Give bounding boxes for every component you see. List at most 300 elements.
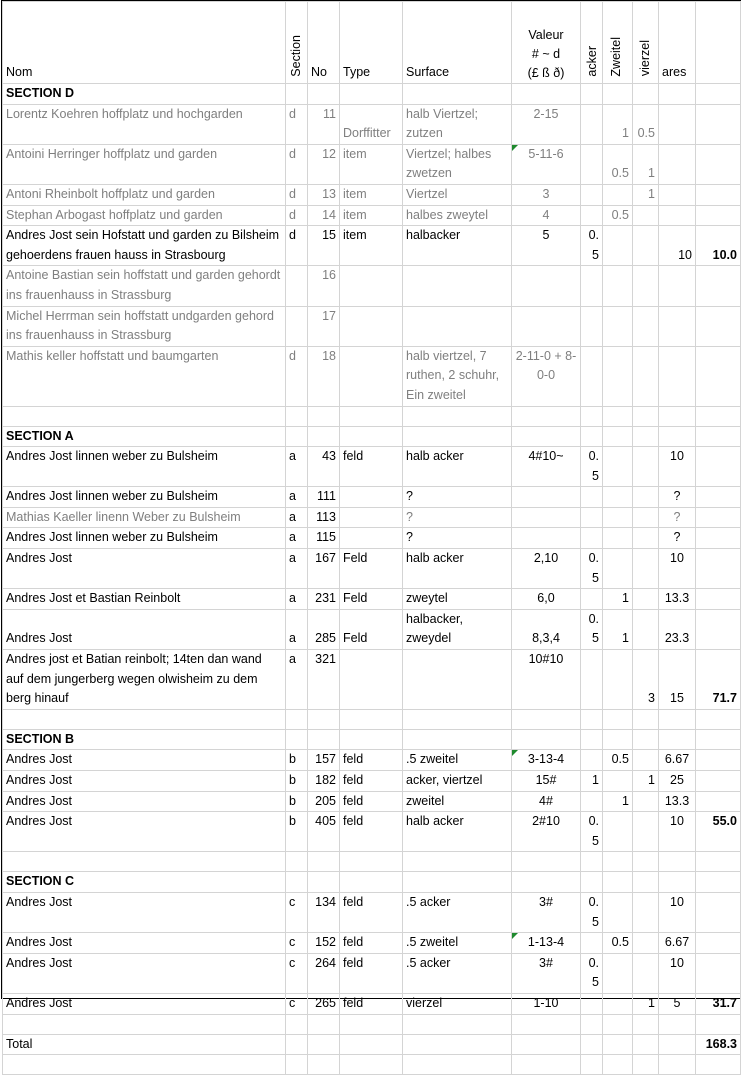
- cell-acker[interactable]: [581, 750, 603, 771]
- cell-total[interactable]: [696, 528, 741, 549]
- cell-zweitel[interactable]: [603, 487, 633, 508]
- cell-acker[interactable]: [581, 346, 603, 406]
- header-acker[interactable]: acker: [581, 2, 603, 84]
- cell-surface[interactable]: .5 acker: [403, 953, 512, 993]
- cell-valeur[interactable]: 4#10~: [512, 447, 581, 487]
- spreadsheet: [1, 0, 741, 1051]
- cell-valeur[interactable]: 3-13-4: [512, 750, 581, 771]
- cell-valeur[interactable]: 5: [512, 226, 581, 266]
- cell-ares[interactable]: [659, 144, 696, 184]
- cell-surface[interactable]: Viertzel; halbes zwetzen: [403, 144, 512, 184]
- cell-ares[interactable]: [659, 306, 696, 346]
- cell-acker[interactable]: [581, 791, 603, 812]
- cell-total[interactable]: [696, 953, 741, 993]
- cell-zweitel[interactable]: [603, 993, 633, 1014]
- cell-nom[interactable]: Michel Herrman sein hoffstatt undgarden gehord ins frauenhauss in Strassburg: [3, 306, 286, 346]
- cell-total[interactable]: [696, 487, 741, 508]
- cell-surface[interactable]: [403, 650, 512, 710]
- cell-total[interactable]: [696, 609, 741, 649]
- header-row: [3, 2, 741, 84]
- cell-surface[interactable]: ?: [403, 487, 512, 508]
- cell-nom[interactable]: Andres Jost: [3, 549, 286, 589]
- cell-total[interactable]: [696, 549, 741, 589]
- cell-zweitel[interactable]: [603, 226, 633, 266]
- cell-type[interactable]: [340, 266, 403, 306]
- cell-total[interactable]: [696, 589, 741, 610]
- cell-zweitel[interactable]: 1: [603, 609, 633, 649]
- cell-section[interactable]: a: [286, 447, 308, 487]
- cell-section[interactable]: b: [286, 812, 308, 852]
- cell-total[interactable]: [696, 771, 741, 792]
- cell-vierzel[interactable]: [633, 528, 659, 549]
- cell-no[interactable]: 111: [308, 487, 340, 508]
- cell-section[interactable]: a: [286, 589, 308, 610]
- cell-nom[interactable]: Andres Jost: [3, 771, 286, 792]
- cell-no[interactable]: 12: [308, 144, 340, 184]
- cell-surface[interactable]: vierzel: [403, 993, 512, 1014]
- cell-vierzel[interactable]: 1: [633, 771, 659, 792]
- cell-nom[interactable]: Mathis keller hoffstatt und baumgarten: [3, 346, 286, 406]
- cell-zweitel[interactable]: 0.5: [603, 933, 633, 954]
- cell-nom[interactable]: Andres Jost: [3, 609, 286, 649]
- cell-zweitel[interactable]: [603, 346, 633, 406]
- cell-ares[interactable]: 10: [659, 549, 696, 589]
- cell-no[interactable]: 17: [308, 306, 340, 346]
- cell-valeur[interactable]: 1-10: [512, 993, 581, 1014]
- empty-row: [3, 1055, 741, 1075]
- empty-row: [3, 406, 741, 426]
- header-no[interactable]: No: [308, 2, 340, 84]
- header-vierzel[interactable]: vierzel: [633, 2, 659, 84]
- cell-ares[interactable]: 10: [659, 953, 696, 993]
- cell-zweitel[interactable]: [603, 953, 633, 993]
- cell-nom[interactable]: Andres Jost linnen weber zu Bulsheim: [3, 447, 286, 487]
- cell-vierzel[interactable]: [633, 346, 659, 406]
- cell-nom[interactable]: Mathias Kaeller linenn Weber zu Bulsheim: [3, 507, 286, 528]
- cell-ares[interactable]: 10: [659, 447, 696, 487]
- cell-surface[interactable]: Viertzel: [403, 184, 512, 205]
- cell-valeur[interactable]: 15#: [512, 771, 581, 792]
- cell-acker[interactable]: [581, 104, 603, 144]
- cell-type[interactable]: feld: [340, 750, 403, 771]
- cell-vierzel[interactable]: 1: [633, 993, 659, 1014]
- cell-surface[interactable]: halb acker: [403, 549, 512, 589]
- cell-nom[interactable]: Andres Jost: [3, 953, 286, 993]
- cell-section[interactable]: c: [286, 933, 308, 954]
- cell-acker[interactable]: [581, 528, 603, 549]
- cell-type[interactable]: feld: [340, 812, 403, 852]
- cell-valeur[interactable]: 3#: [512, 892, 581, 932]
- cell-surface[interactable]: acker, viertzel: [403, 771, 512, 792]
- header-total[interactable]: [696, 2, 741, 84]
- cell-surface[interactable]: halb acker: [403, 447, 512, 487]
- cell-valeur[interactable]: 4#: [512, 791, 581, 812]
- cell-surface[interactable]: halbacker: [403, 226, 512, 266]
- cell-nom[interactable]: Andres Jost linnen weber zu Bulsheim: [3, 528, 286, 549]
- cell-ares[interactable]: [659, 346, 696, 406]
- cell-vierzel[interactable]: [633, 892, 659, 932]
- cell-no[interactable]: 405: [308, 812, 340, 852]
- cell-type[interactable]: Dorffitter: [340, 104, 403, 144]
- cell-vierzel[interactable]: [633, 609, 659, 649]
- table-row: [3, 507, 741, 528]
- cell-vierzel[interactable]: 1: [633, 144, 659, 184]
- cell-no[interactable]: 13: [308, 184, 340, 205]
- cell-no[interactable]: 16: [308, 266, 340, 306]
- cell-zweitel[interactable]: 0.5: [603, 144, 633, 184]
- cell-no[interactable]: 115: [308, 528, 340, 549]
- cell-section[interactable]: b: [286, 791, 308, 812]
- cell-zweitel[interactable]: 1: [603, 589, 633, 610]
- cell-valeur[interactable]: 2-11-0 + 8-0-0: [512, 346, 581, 406]
- cell-nom[interactable]: Andres Jost: [3, 750, 286, 771]
- cell-section[interactable]: b: [286, 771, 308, 792]
- cell-nom[interactable]: Lorentz Koehren hoffplatz und hochgarden: [3, 104, 286, 144]
- cell-valeur[interactable]: 3: [512, 184, 581, 205]
- cell-surface[interactable]: ?: [403, 507, 512, 528]
- cell-zweitel[interactable]: [603, 771, 633, 792]
- cell-vierzel[interactable]: [633, 507, 659, 528]
- cell-valeur[interactable]: [512, 528, 581, 549]
- cell-surface[interactable]: zweytel: [403, 589, 512, 610]
- cell-total[interactable]: 31.7: [696, 993, 741, 1014]
- cell-nom[interactable]: Andres Jost linnen weber zu Bulsheim: [3, 487, 286, 508]
- cell-total[interactable]: [696, 184, 741, 205]
- grand-total[interactable]: 168.3: [696, 1034, 741, 1055]
- cell-nom[interactable]: Andres Jost et Bastian Reinbolt: [3, 589, 286, 610]
- cell-type[interactable]: [340, 346, 403, 406]
- cell-zweitel[interactable]: [603, 184, 633, 205]
- cell-no[interactable]: 205: [308, 791, 340, 812]
- cell-ares[interactable]: [659, 104, 696, 144]
- cell-ares[interactable]: 10: [659, 812, 696, 852]
- cell-acker[interactable]: [581, 933, 603, 954]
- cell-no[interactable]: 134: [308, 892, 340, 932]
- cell-type[interactable]: [340, 306, 403, 346]
- table-row: [3, 104, 741, 144]
- header-nom[interactable]: Nom: [3, 2, 286, 84]
- cell-section[interactable]: a: [286, 650, 308, 710]
- cell-ares[interactable]: 6.67: [659, 933, 696, 954]
- cell-ares[interactable]: ?: [659, 507, 696, 528]
- cell-valeur[interactable]: 3#: [512, 953, 581, 993]
- cell-type[interactable]: item: [340, 205, 403, 226]
- cell-section[interactable]: c: [286, 892, 308, 932]
- cell-nom[interactable]: Antoine Bastian sein hoffstatt und garden gehordt ins frauenhauss in Strassburg: [3, 266, 286, 306]
- cell-total[interactable]: [696, 306, 741, 346]
- section-b-heading[interactable]: SECTION B: [3, 729, 286, 750]
- cell-valeur[interactable]: [512, 507, 581, 528]
- cell-total[interactable]: [696, 205, 741, 226]
- cell-no[interactable]: 14: [308, 205, 340, 226]
- cell-nom[interactable]: Andres Jost: [3, 993, 286, 1014]
- cell-surface[interactable]: .5 zweitel: [403, 750, 512, 771]
- cell-nom[interactable]: Andres Jost: [3, 892, 286, 932]
- cell-surface[interactable]: halb acker: [403, 812, 512, 852]
- cell-zweitel[interactable]: [603, 528, 633, 549]
- cell-vierzel[interactable]: [633, 266, 659, 306]
- cell-ares[interactable]: 10: [659, 892, 696, 932]
- cell-no[interactable]: 182: [308, 771, 340, 792]
- cell-acker[interactable]: 0.5: [581, 812, 603, 852]
- table-row: [3, 205, 741, 226]
- cell-section[interactable]: [286, 306, 308, 346]
- cell-ares[interactable]: 13.3: [659, 589, 696, 610]
- cell-total[interactable]: [696, 750, 741, 771]
- cell-vierzel[interactable]: [633, 812, 659, 852]
- cell-vierzel[interactable]: [633, 791, 659, 812]
- table-row: [3, 993, 741, 1014]
- cell-ares[interactable]: 13.3: [659, 791, 696, 812]
- cell-section[interactable]: a: [286, 487, 308, 508]
- cell-zweitel[interactable]: 0.5: [603, 750, 633, 771]
- cell-valeur[interactable]: 2#10: [512, 812, 581, 852]
- cell-acker[interactable]: [581, 306, 603, 346]
- cell-nom[interactable]: Andres Jost: [3, 933, 286, 954]
- cell-total[interactable]: 55.0: [696, 812, 741, 852]
- cell-section[interactable]: [286, 266, 308, 306]
- cell-total[interactable]: [696, 346, 741, 406]
- cell-total[interactable]: [696, 447, 741, 487]
- cell-type[interactable]: feld: [340, 892, 403, 932]
- cell-vierzel[interactable]: [633, 306, 659, 346]
- header-type[interactable]: Type: [340, 2, 403, 84]
- cell-type[interactable]: Feld: [340, 549, 403, 589]
- table-row: [3, 528, 741, 549]
- cell-acker[interactable]: [581, 487, 603, 508]
- cell-section[interactable]: a: [286, 507, 308, 528]
- cell-ares[interactable]: 6.67: [659, 750, 696, 771]
- cell-surface[interactable]: halbes zweytel: [403, 205, 512, 226]
- cell-valeur[interactable]: [512, 266, 581, 306]
- cell-valeur[interactable]: [512, 306, 581, 346]
- section-a-heading[interactable]: SECTION A: [3, 426, 286, 447]
- cell-type[interactable]: [340, 528, 403, 549]
- cell-ares[interactable]: ?: [659, 528, 696, 549]
- section-d-heading[interactable]: SECTION D: [3, 84, 286, 105]
- cell-valeur[interactable]: 2,10: [512, 549, 581, 589]
- cell-section[interactable]: d: [286, 226, 308, 266]
- cell-no[interactable]: 231: [308, 589, 340, 610]
- cell-nom[interactable]: Andres Jost: [3, 791, 286, 812]
- cell-acker[interactable]: [581, 589, 603, 610]
- cell-surface[interactable]: halb Viertzel; zutzen: [403, 104, 512, 144]
- cell-type[interactable]: feld: [340, 953, 403, 993]
- cell-section[interactable]: d: [286, 184, 308, 205]
- cell-type[interactable]: item: [340, 184, 403, 205]
- cell-section[interactable]: c: [286, 993, 308, 1014]
- cell-total[interactable]: [696, 892, 741, 932]
- cell-type[interactable]: item: [340, 226, 403, 266]
- cell-zweitel[interactable]: [603, 266, 633, 306]
- cell-vierzel[interactable]: [633, 447, 659, 487]
- cell-valeur[interactable]: 1-13-4: [512, 933, 581, 954]
- section-c-heading[interactable]: SECTION C: [3, 872, 286, 893]
- cell-acker[interactable]: 0.5: [581, 609, 603, 649]
- cell-acker[interactable]: [581, 650, 603, 710]
- cell-valeur[interactable]: 6,0: [512, 589, 581, 610]
- cell-valeur[interactable]: 10#10: [512, 650, 581, 710]
- cell-ares[interactable]: [659, 266, 696, 306]
- cell-acker[interactable]: [581, 266, 603, 306]
- cell-total[interactable]: [696, 933, 741, 954]
- cell-valeur[interactable]: 2-15: [512, 104, 581, 144]
- cell-no[interactable]: 321: [308, 650, 340, 710]
- cell-zweitel[interactable]: [603, 507, 633, 528]
- cell-zweitel[interactable]: [603, 306, 633, 346]
- cell-nom[interactable]: Andres Jost: [3, 812, 286, 852]
- cell-total[interactable]: [696, 791, 741, 812]
- cell-section[interactable]: a: [286, 609, 308, 649]
- table-row: [3, 346, 741, 406]
- cell-zweitel[interactable]: 1: [603, 104, 633, 144]
- cell-vierzel[interactable]: [633, 589, 659, 610]
- cell-acker[interactable]: [581, 993, 603, 1014]
- cell-no[interactable]: 152: [308, 933, 340, 954]
- cell-vierzel[interactable]: [633, 933, 659, 954]
- cell-section[interactable]: b: [286, 750, 308, 771]
- cell-no[interactable]: 43: [308, 447, 340, 487]
- cell-nom[interactable]: Stephan Arbogast hoffplatz und garden: [3, 205, 286, 226]
- cell-section[interactable]: a: [286, 549, 308, 589]
- cell-acker[interactable]: 0.5: [581, 892, 603, 932]
- cell-no[interactable]: 285: [308, 609, 340, 649]
- empty-row: [3, 852, 741, 872]
- cell-vierzel[interactable]: 0.5: [633, 104, 659, 144]
- cell-section[interactable]: d: [286, 144, 308, 184]
- cell-ares[interactable]: 10: [659, 226, 696, 266]
- cell-vierzel[interactable]: [633, 953, 659, 993]
- cell-type[interactable]: feld: [340, 771, 403, 792]
- table-row: [3, 447, 741, 487]
- cell-total[interactable]: [696, 144, 741, 184]
- cell-no[interactable]: 11: [308, 104, 340, 144]
- cell-vierzel[interactable]: 1: [633, 184, 659, 205]
- cell-section[interactable]: d: [286, 346, 308, 406]
- table-row: [3, 812, 741, 852]
- cell-nom[interactable]: Andres jost et Batian reinbolt; 14ten dan wand auf dem jungerberg wegen olwisheim zu dem berg hinauf: [3, 650, 286, 710]
- cell-surface[interactable]: ?: [403, 528, 512, 549]
- cell-total[interactable]: [696, 266, 741, 306]
- cell-valeur[interactable]: 5-11-6: [512, 144, 581, 184]
- cell-zweitel[interactable]: 0.5: [603, 205, 633, 226]
- cell-acker[interactable]: 1: [581, 771, 603, 792]
- cell-no[interactable]: 113: [308, 507, 340, 528]
- cell-no[interactable]: 18: [308, 346, 340, 406]
- cell-no[interactable]: 264: [308, 953, 340, 993]
- cell-acker[interactable]: [581, 205, 603, 226]
- cell-surface[interactable]: [403, 266, 512, 306]
- cell-ares[interactable]: 23.3: [659, 609, 696, 649]
- table-row: [3, 953, 741, 993]
- cell-section[interactable]: c: [286, 953, 308, 993]
- cell-acker[interactable]: [581, 184, 603, 205]
- cell-nom[interactable]: Antoni Rheinbolt hoffplatz und garden: [3, 184, 286, 205]
- cell-acker[interactable]: [581, 507, 603, 528]
- cell-zweitel[interactable]: [603, 812, 633, 852]
- total-label[interactable]: Total: [3, 1034, 286, 1055]
- cell-surface[interactable]: .5 acker: [403, 892, 512, 932]
- cell-zweitel[interactable]: 1: [603, 791, 633, 812]
- cell-acker[interactable]: 0.5: [581, 953, 603, 993]
- cell-acker[interactable]: [581, 144, 603, 184]
- header-valeur[interactable]: Valeur # ~ d (£ ß ð): [512, 2, 581, 84]
- cell-vierzel[interactable]: [633, 549, 659, 589]
- cell-ares[interactable]: 15: [659, 650, 696, 710]
- header-zweitel[interactable]: Zweitel: [603, 2, 633, 84]
- cell-no[interactable]: 265: [308, 993, 340, 1014]
- cell-type[interactable]: item: [340, 144, 403, 184]
- table-row: [3, 750, 741, 771]
- cell-vierzel[interactable]: [633, 205, 659, 226]
- cell-no[interactable]: 167: [308, 549, 340, 589]
- cell-type[interactable]: Feld: [340, 589, 403, 610]
- cell-total[interactable]: [696, 104, 741, 144]
- cell-ares[interactable]: 5: [659, 993, 696, 1014]
- cell-total[interactable]: 10.0: [696, 226, 741, 266]
- cell-valeur[interactable]: 8,3,4: [512, 609, 581, 649]
- cell-type[interactable]: [340, 507, 403, 528]
- cell-total[interactable]: 71.7: [696, 650, 741, 710]
- land-register-table: [2, 1, 741, 1075]
- table-row: [3, 184, 741, 205]
- cell-section[interactable]: a: [286, 528, 308, 549]
- cell-no[interactable]: 15: [308, 226, 340, 266]
- cell-ares[interactable]: [659, 184, 696, 205]
- table-row: [3, 650, 741, 710]
- cell-acker[interactable]: 0.5: [581, 447, 603, 487]
- cell-surface[interactable]: [403, 306, 512, 346]
- header-section[interactable]: Section: [286, 2, 308, 84]
- cell-zweitel[interactable]: [603, 549, 633, 589]
- cell-nom[interactable]: Andres Jost sein Hofstatt und garden zu Bilsheim gehoerdens frauen hauss in Strasbourg: [3, 226, 286, 266]
- cell-ares[interactable]: 25: [659, 771, 696, 792]
- cell-vierzel[interactable]: [633, 226, 659, 266]
- cell-valeur[interactable]: 4: [512, 205, 581, 226]
- cell-section[interactable]: d: [286, 205, 308, 226]
- cell-vierzel[interactable]: 3: [633, 650, 659, 710]
- cell-valeur[interactable]: [512, 487, 581, 508]
- cell-zweitel[interactable]: [603, 892, 633, 932]
- cell-type[interactable]: feld: [340, 933, 403, 954]
- cell-zweitel[interactable]: [603, 650, 633, 710]
- empty-row: [3, 709, 741, 729]
- cell-type[interactable]: Feld: [340, 609, 403, 649]
- header-surface[interactable]: Surface: [403, 2, 512, 84]
- cell-total[interactable]: [696, 507, 741, 528]
- header-ares[interactable]: ares: [659, 2, 696, 84]
- cell-surface[interactable]: zweitel: [403, 791, 512, 812]
- cell-acker[interactable]: 0.5: [581, 226, 603, 266]
- cell-type[interactable]: feld: [340, 447, 403, 487]
- cell-vierzel[interactable]: [633, 487, 659, 508]
- cell-type[interactable]: feld: [340, 993, 403, 1014]
- cell-type[interactable]: [340, 650, 403, 710]
- cell-vierzel[interactable]: [633, 750, 659, 771]
- cell-ares[interactable]: ?: [659, 487, 696, 508]
- cell-surface[interactable]: .5 zweitel: [403, 933, 512, 954]
- cell-section[interactable]: d: [286, 104, 308, 144]
- cell-no[interactable]: 157: [308, 750, 340, 771]
- cell-surface[interactable]: halbacker, zweydel: [403, 609, 512, 649]
- cell-zweitel[interactable]: [603, 447, 633, 487]
- cell-surface[interactable]: halb viertzel, 7 ruthen, 2 schuhr, Ein zweitel: [403, 346, 512, 406]
- cell-nom[interactable]: Antoini Herringer hoffplatz und garden: [3, 144, 286, 184]
- cell-type[interactable]: feld: [340, 791, 403, 812]
- cell-acker[interactable]: 0.5: [581, 549, 603, 589]
- cell-type[interactable]: [340, 487, 403, 508]
- cell-ares[interactable]: [659, 205, 696, 226]
